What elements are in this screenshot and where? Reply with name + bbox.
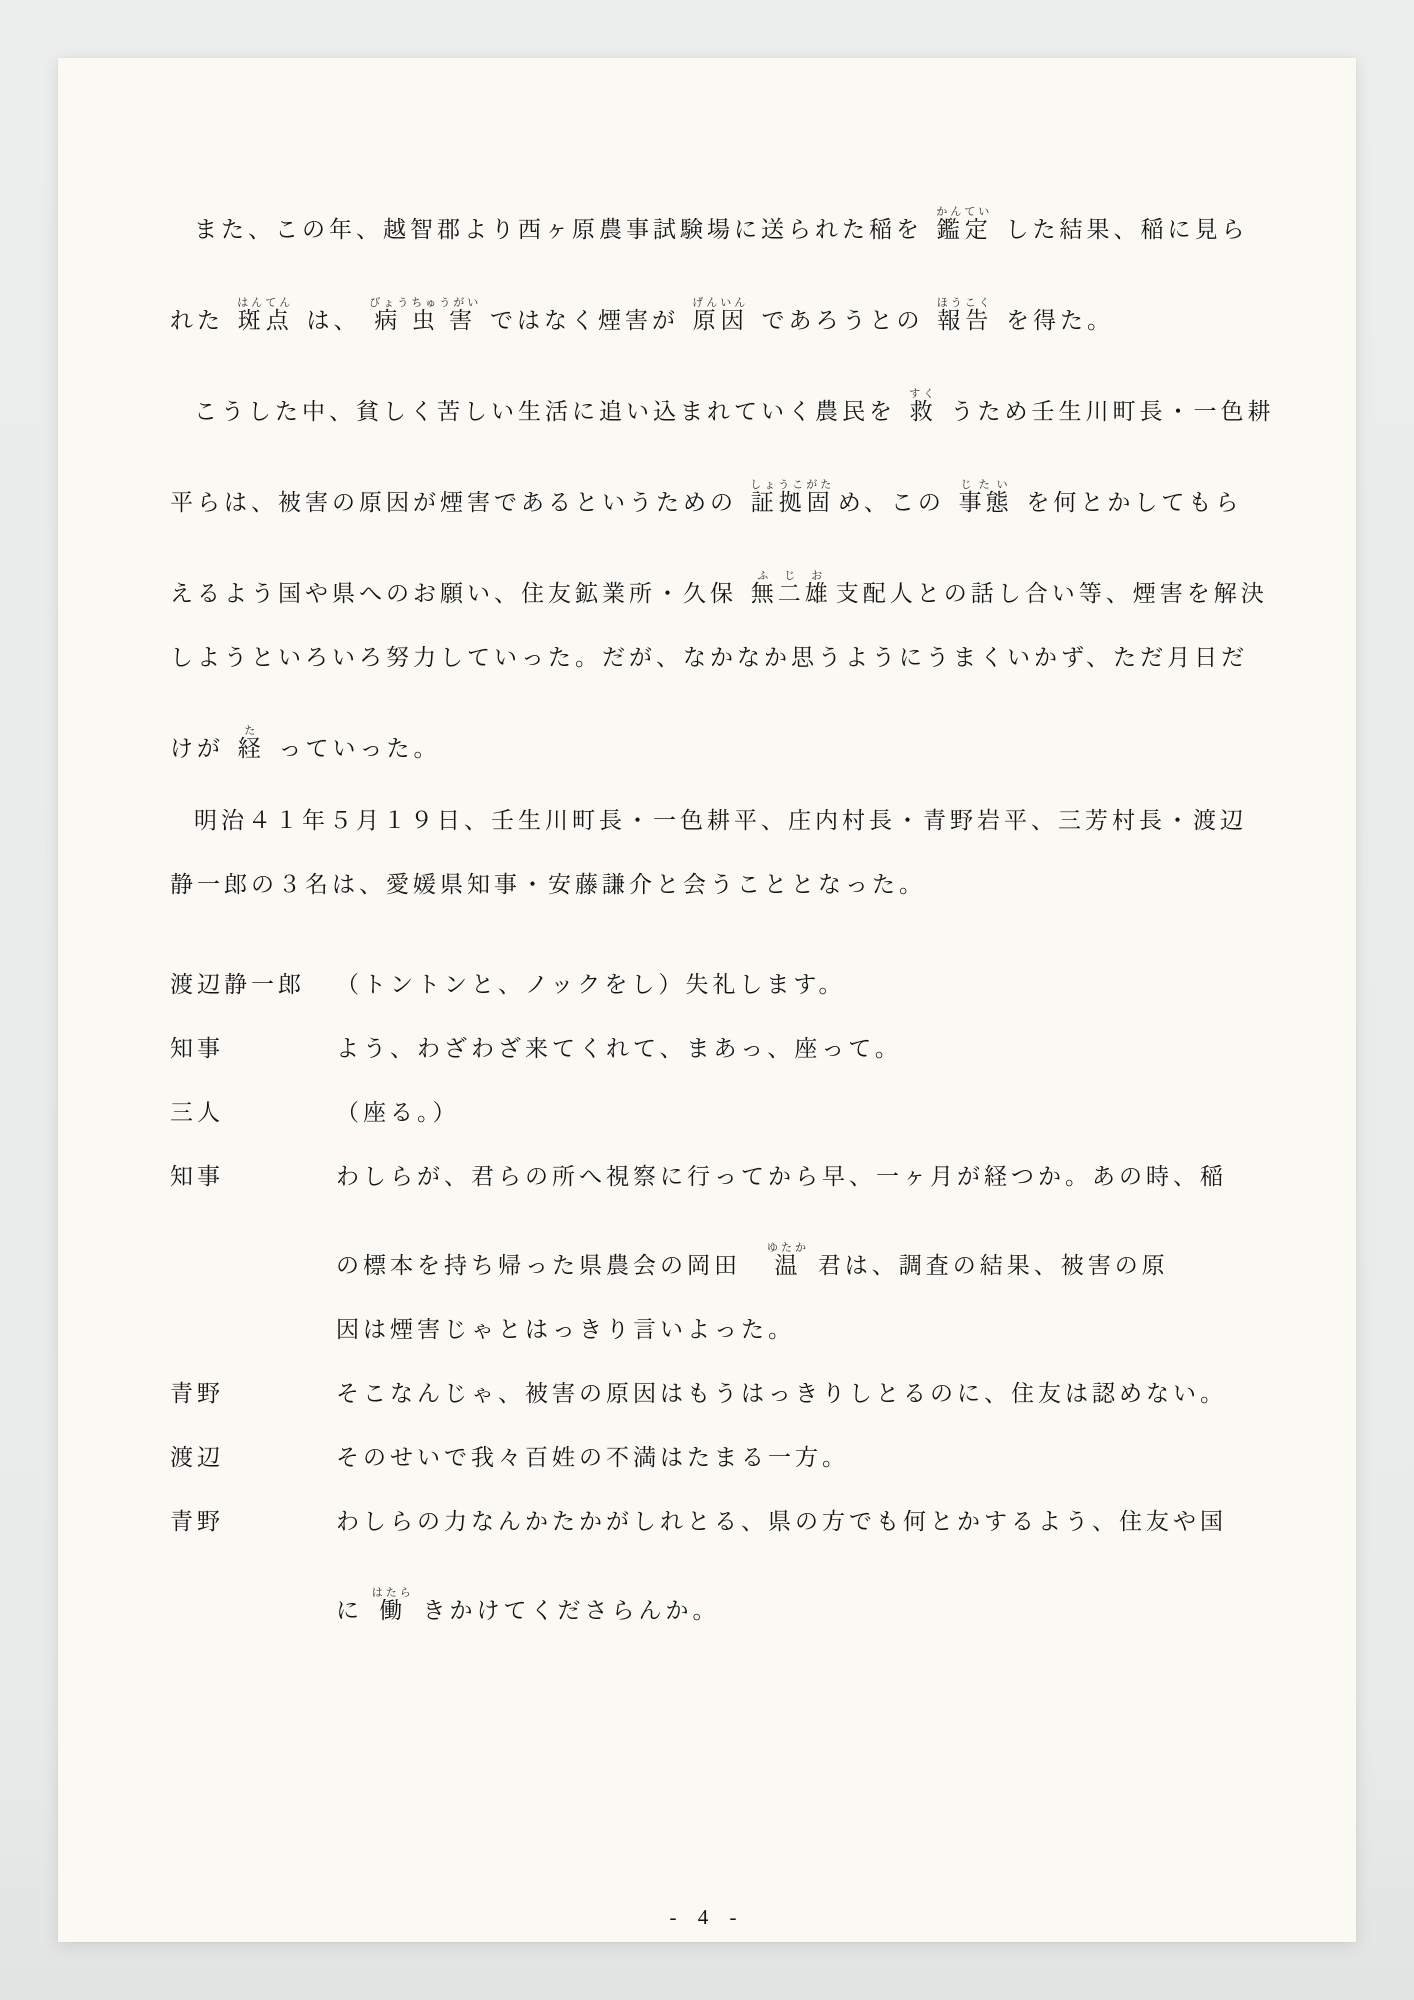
speech-line: の標本を持ち帰った県農会の岡田 温ゆたか 君は、調査の結果、被害の原 [336, 1242, 1169, 1278]
ruby-term: 働はたら [371, 1587, 414, 1623]
narration-paragraph [170, 804, 1272, 902]
text-line: しようといろいろ努力していった。だが、なかなか思うようにうまくいかず、ただ月日だ [170, 645, 1249, 670]
speech-line: 因は煙害じゃとはっきり言いよった。 [336, 1317, 795, 1342]
dialogue-row [170, 1160, 1272, 1347]
speech-line: （トントンと、ノックをし）失礼します。 [336, 972, 846, 997]
text-line: また、この年、越智郡より西ヶ原農事試験場に送られた稲を 鑑定かんてい した結果、稲に見ら [194, 206, 1249, 242]
page-number: - 4 - [669, 1905, 745, 1929]
ruby-term: 救すく [909, 388, 938, 424]
narration-paragraph [170, 388, 1275, 766]
speech-line: わしらが、君らの所へ視察に行ってから早、一ヶ月が経つか。あの時、稲 [336, 1164, 1227, 1189]
text-line: こうした中、貧しく苦しい生活に追い込まれていく農民を 救すく うため壬生川町長・一色耕 [194, 388, 1275, 424]
speaker-name: 青野 [170, 1381, 224, 1406]
dialogue-row [170, 1441, 1272, 1475]
ruby-term: 経た [237, 725, 265, 761]
speaker-name: 渡辺静一郎 [170, 972, 305, 997]
speech-line: わしらの力なんかたかがしれとる、県の方でも何とかするよう、住友や国 [336, 1509, 1227, 1534]
document-page [58, 58, 1356, 1942]
dialogue-row [170, 1032, 1272, 1066]
speaker-name: 三人 [170, 1100, 224, 1125]
speaker-name: 知事 [170, 1036, 224, 1061]
speech-line: （座る。） [336, 1100, 460, 1125]
text-line: 明治４１年５月１９日、壬生川町長・一色耕平、庄内村長・青野岩平、三芳村長・渡辺 [194, 808, 1247, 833]
ruby-term: 事態じたい [958, 479, 1013, 515]
ruby-term: 原因げんいん [692, 297, 749, 333]
speech-line: そこなんじゃ、被害の原因はもうはっきりしとるのに、住友は認めない。 [336, 1381, 1227, 1406]
dialogue-row [170, 1096, 1272, 1130]
ruby-term: 鑑定かんてい [936, 206, 993, 242]
speaker-name: 青野 [170, 1509, 224, 1534]
speech-line: そのせいで我々百姓の不満はたまる一方。 [336, 1445, 849, 1470]
text-line: れた 斑点はんてん は、 病虫害びょうちゅうがい ではなく煙害が 原因げんいん であろうとの 報告ほうこく を得た。 [170, 297, 1114, 333]
speech-line: に 働はたら きかけてくださらんか。 [336, 1587, 720, 1623]
text-line: 平らは、被害の原因が煙害であるというための 証拠固しょうこがため、この 事態じたい を何とかしてもら [170, 479, 1243, 515]
speech-block [336, 968, 1272, 1002]
ruby-term: 無二雄ふじお [750, 570, 832, 606]
ruby-term: 報告ほうこく [936, 297, 993, 333]
speech-line: よう、わざわざ来てくれて、まあっ、座って。 [336, 1036, 902, 1061]
speaker-name: 知事 [170, 1164, 224, 1189]
text-line: えるよう国や県へのお願い、住友鉱業所・久保 無二雄ふじお支配人との話し合い等、煙害を解決 [170, 570, 1268, 606]
speech-block [336, 1441, 1272, 1475]
speaker-name: 渡辺 [170, 1445, 224, 1470]
ruby-term: 斑点はんてん [237, 297, 294, 333]
document-content [58, 58, 1356, 1628]
dialogue-row [170, 1377, 1272, 1411]
speech-block [336, 1377, 1272, 1411]
text-line: けが 経た っていった。 [170, 725, 441, 761]
speech-block [336, 1096, 1272, 1130]
narration-paragraph [170, 206, 1272, 338]
ruby-term: 温ゆたか [767, 1242, 809, 1278]
speech-block [336, 1032, 1272, 1066]
ruby-term: 証拠固しょうこがた [750, 479, 835, 515]
speech-block [336, 1505, 1272, 1628]
ruby-term: 病虫害びょうちゅうがい [369, 297, 482, 333]
speech-block [336, 1160, 1272, 1347]
dialogue-row [170, 968, 1272, 1002]
dialogue-section [170, 968, 1272, 1628]
text-line: 静一郎の３名は、愛媛県知事・安藤謙介と会うこととなった。 [170, 872, 926, 897]
dialogue-row [170, 1505, 1272, 1628]
